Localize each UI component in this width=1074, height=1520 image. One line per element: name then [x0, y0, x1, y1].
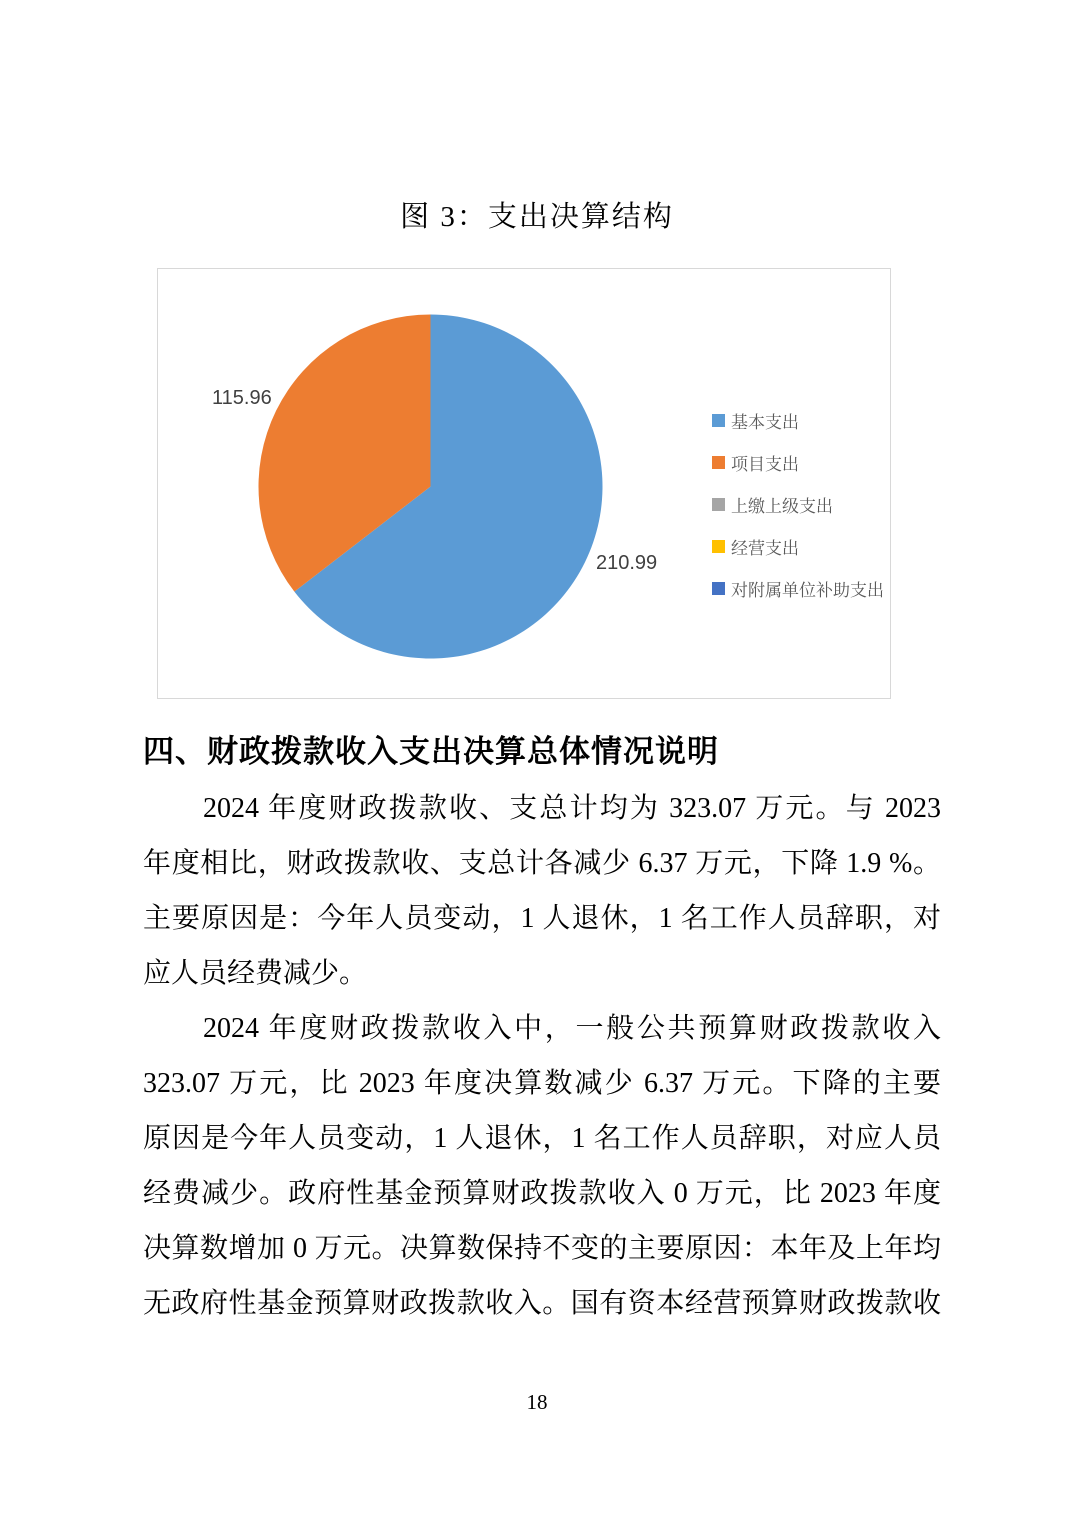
legend-item-2: [712, 492, 884, 517]
legend-swatch-icon: [712, 498, 725, 511]
paragraph-2-line-5: 决算数增加 0 万元。决算数保持不变的主要原因：本年及上年均: [143, 1233, 941, 1264]
pie-chart-frame: [157, 268, 891, 699]
legend-item-3: [712, 534, 884, 559]
page-number: 18: [526, 1390, 548, 1414]
legend-swatch-icon: [712, 414, 725, 427]
paragraph-2-line-6: 无政府性基金预算财政拨款收入。国有资本经营预算财政拨款收: [143, 1288, 941, 1319]
legend-swatch-icon: [712, 456, 725, 469]
paragraph-1-line-1: 2024 年度财政拨款收、支总计均为 323.07 万元。与 2023: [203, 793, 941, 824]
paragraph-1-line-4: 应人员经费减少。: [143, 958, 368, 989]
legend-item-4: [712, 576, 884, 601]
pie-value-label-project: 115.96: [212, 387, 272, 409]
legend-label: 对附属单位补助支出: [731, 581, 884, 600]
legend-item-0: [712, 408, 884, 433]
body-paragraphs: [143, 781, 941, 1331]
paragraph-1-line-3: 主要原因是：今年人员变动，1 人退休，1 名工作人员辞职，对: [143, 903, 941, 934]
paragraph-2-line-1: 2024 年度财政拨款收入中，一般公共预算财政拨款收入: [203, 1013, 941, 1044]
paragraph-2-line-3: 原因是今年人员变动，1 人退休，1 名工作人员辞职，对应人员: [143, 1123, 941, 1154]
legend-label: 经营支出: [731, 539, 799, 558]
figure-title: 图 3：支出决算结构: [400, 201, 674, 233]
paragraph-2-line-4: 经费减少。政府性基金预算财政拨款收入 0 万元，比 2023 年度: [143, 1178, 941, 1209]
chart-legend: [712, 408, 884, 601]
legend-label: 基本支出: [731, 413, 799, 432]
legend-label: 上缴上级支出: [731, 497, 833, 516]
legend-swatch-icon: [712, 582, 725, 595]
legend-label: 项目支出: [731, 455, 799, 474]
paragraph-1-line-2: 年度相比，财政拨款收、支总计各减少 6.37 万元，下降 1.9 %。: [143, 848, 941, 879]
legend-swatch-icon: [712, 540, 725, 553]
legend-item-1: [712, 450, 884, 475]
pie-chart: [258, 314, 603, 659]
paragraph-2-line-2: 323.07 万元，比 2023 年度决算数减少 6.37 万元。下降的主要: [143, 1068, 941, 1099]
pie-value-label-basic: 210.99: [596, 552, 658, 574]
section-heading: 四、财政拨款收入支出决算总体情况说明: [143, 734, 719, 769]
